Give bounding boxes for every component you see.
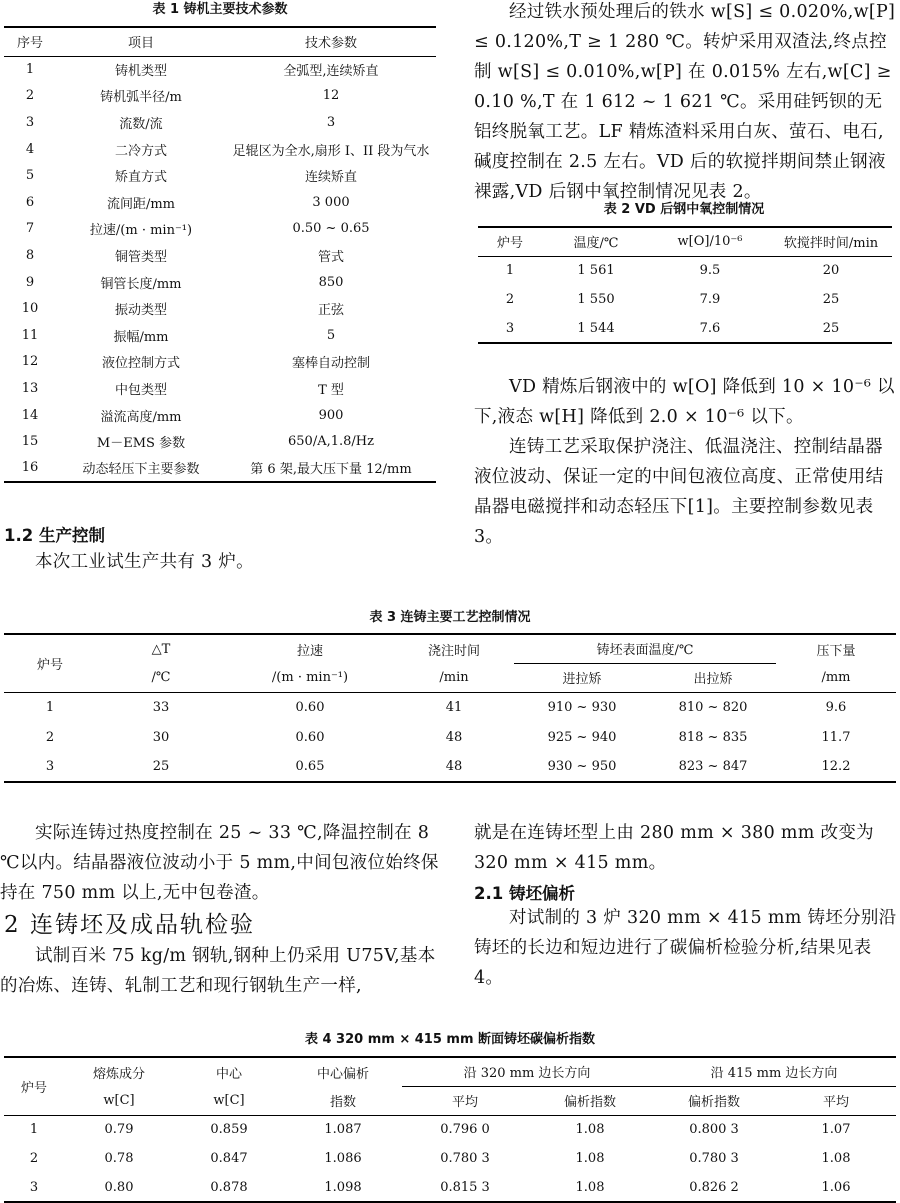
table1-cell: 铸机类型 xyxy=(114,64,167,80)
table3-cell: 2 xyxy=(45,729,55,745)
table1-cell: T 型 xyxy=(318,382,344,398)
table1-cell: 4 xyxy=(25,141,35,157)
table4-header: 中心 xyxy=(215,1066,242,1082)
table3 xyxy=(4,633,896,783)
section-heading-1-2: 1.2 生产控制 xyxy=(4,526,105,545)
table3-subheader: /mm xyxy=(821,669,851,685)
table2-cell: 9.5 xyxy=(699,263,721,279)
body-paragraph-2-1 xyxy=(474,903,898,993)
table1-cell: 铜管类型 xyxy=(114,249,167,265)
table2-cell: 2 xyxy=(505,292,515,307)
table1-cell: 矫直方式 xyxy=(114,170,167,186)
body-paragraph-right-top xyxy=(474,0,898,207)
table1-cell: 15 xyxy=(21,434,39,450)
table1-cell: 流数/流 xyxy=(119,116,163,132)
table1-cell: 管式 xyxy=(317,249,344,265)
table1-row xyxy=(4,402,436,429)
table4-cell: 1.086 xyxy=(324,1151,362,1166)
table1-cell: 中包类型 xyxy=(114,382,167,398)
paragraph-text: 实际连铸过热度控制在 25 ~ 33 ℃,降温控制在 8 ℃以内。结晶器液位波动小于 5 mm,中间包液位始终保持在 750 mm 以上,无中包卷渣。 xyxy=(0,823,439,903)
table3-cell: 0.60 xyxy=(295,699,325,715)
table3-header: △T xyxy=(151,641,171,657)
table1-cell: 5 xyxy=(326,327,336,343)
table2-cell: 7.6 xyxy=(699,320,721,336)
table2-row xyxy=(478,314,892,343)
table4-cell: 1.08 xyxy=(575,1151,605,1166)
table4-cell: 1.06 xyxy=(821,1179,851,1195)
table1-row xyxy=(4,269,436,296)
table1-row xyxy=(4,162,436,189)
section-heading-2: 2 连铸坯及成品轨检验 xyxy=(4,912,255,938)
table1-cell: 10 xyxy=(21,301,39,317)
table4-cell: 0.780 3 xyxy=(689,1151,739,1166)
table2-cell: 25 xyxy=(822,320,840,336)
table1-cell: 1 xyxy=(25,62,35,78)
table1-cell: 铜管长度/mm xyxy=(100,276,182,292)
table2-row xyxy=(478,256,892,285)
table2 xyxy=(478,226,892,344)
table2-cell: 1 xyxy=(505,263,515,279)
table1-cell: 900 xyxy=(318,407,344,423)
table1-cell: 动态轻压下主要参数 xyxy=(82,462,200,478)
table4-cell: 0.815 3 xyxy=(440,1179,490,1195)
table4-header: 中心偏析 xyxy=(316,1066,369,1082)
table4-row xyxy=(4,1144,896,1173)
table3-subheader: /℃ xyxy=(151,669,171,685)
table4-subheader: 偏析指数 xyxy=(563,1095,616,1110)
table4-cell: 1.098 xyxy=(324,1179,362,1195)
table1-cell: 流间距/mm xyxy=(106,196,176,212)
table3-cell: 810 ~ 820 xyxy=(678,699,748,715)
table3-cell: 25 xyxy=(152,759,170,774)
table1-cell: 连续矫直 xyxy=(304,170,357,186)
paragraph-text: 试制百米 75 kg/m 钢轨,钢种上仍采用 U75V,基本的冶炼、连铸、轧制工艺和现行钢轨生产一样, xyxy=(0,946,436,996)
table1-header: 序号 xyxy=(16,36,43,52)
table1-cell: 全弧型,连续矫直 xyxy=(283,64,379,80)
table1-cell: 14 xyxy=(21,407,39,423)
table1-cell: 3 000 xyxy=(312,194,350,210)
table1-caption: 表 1 铸机主要技术参数 xyxy=(152,2,288,17)
table2-cell: 7.9 xyxy=(699,292,721,307)
table3-cell: 12.2 xyxy=(821,759,851,774)
table4-header: 熔炼成分 xyxy=(92,1066,145,1082)
table1-cell: 3 xyxy=(326,114,336,130)
table3-header-group: 铸坯表面温度/℃ xyxy=(514,634,776,663)
table3-cell: 33 xyxy=(152,699,170,715)
paragraph-text: 连铸工艺采取保护浇注、低温浇注、控制结晶器液位波动、保证一定的中间包液位高度、正常使用结晶器电磁搅拌和动态轻压下[1]。主要控制参数见表 3。 xyxy=(474,437,884,547)
table3-cell: 1 xyxy=(45,699,55,715)
table4-cell: 0.78 xyxy=(104,1151,134,1166)
table3-cell: 48 xyxy=(445,759,463,774)
table1-row xyxy=(4,322,436,349)
table3-row xyxy=(4,722,896,752)
paragraph-text: 经过铁水预处理后的铁水 w[S] ≤ 0.020%,w[P] ≤ 0.120%,T ≥ 1 280 ℃。转炉采用双渣法,终点控制 w[S] ≤ 0.010%,w[P] 在 0.015% 左右,w[C] ≥ 0.10 %,T 在 1 612 ~ 1 621 ℃。采用硅钙钡的无铝终脱氧工艺。LF 精炼渣料采用白灰、萤石、电石,碱度控制在 2.5 左右。VD 后的软搅拌期间禁止钢液裸露,VD 后钢中氧控制情况见表 2。 xyxy=(474,2,896,202)
table3-cell: 48 xyxy=(445,729,463,745)
table2-cell: 1 550 xyxy=(577,292,615,307)
section-heading-2-1: 2.1 铸坯偏析 xyxy=(474,884,575,903)
table4-caption: 表 4 320 mm × 415 mm 断面铸坯碳偏析指数 xyxy=(304,1032,596,1047)
table4-cell: 0.80 xyxy=(104,1179,134,1195)
table1-row xyxy=(4,216,436,243)
table1-row xyxy=(4,136,436,163)
table3-header: 浇注时间 xyxy=(427,643,480,659)
table3-cell: 3 xyxy=(45,759,55,774)
table1-cell: 2 xyxy=(25,88,35,104)
table1-row xyxy=(4,295,436,322)
table1-cell: 液位控制方式 xyxy=(101,356,180,372)
table1-cell: 第 6 架,最大压下量 12/mm xyxy=(250,462,412,478)
paragraph-text: 对试制的 3 炉 320 mm × 415 mm 铸坯分别沿铸坯的长边和短边进行了碳偏析检验分析,结果见表 4。 xyxy=(474,908,897,988)
table4-header-group: 沿 415 mm 边长方向 xyxy=(652,1057,896,1086)
table4-cell: 0.878 xyxy=(210,1179,248,1195)
table4-cell: 0.79 xyxy=(104,1122,134,1138)
table3-cell: 0.65 xyxy=(295,759,325,774)
table4 xyxy=(4,1056,896,1203)
table3-header: 炉号 xyxy=(36,657,63,673)
table4-subheader: 偏析指数 xyxy=(687,1095,740,1110)
table1-cell: 二冷方式 xyxy=(114,143,167,159)
table3-cell: 823 ~ 847 xyxy=(678,759,748,774)
table1-cell: 9 xyxy=(25,274,35,290)
table4-row xyxy=(4,1173,896,1202)
table4-row xyxy=(4,1115,896,1144)
table4-cell: 3 xyxy=(29,1179,39,1195)
table4-cell: 0.800 3 xyxy=(689,1122,739,1138)
table1-row xyxy=(4,109,436,136)
table3-cell: 818 ~ 835 xyxy=(678,729,748,745)
table1-cell: 6 xyxy=(25,194,35,210)
table2-cell: 20 xyxy=(822,263,840,279)
table1 xyxy=(4,26,436,483)
table1-cell: 0.50 ~ 0.65 xyxy=(292,221,370,237)
paragraph-text: VD 精炼后钢液中的 w[O] 降低到 10 × 10⁻⁶ 以下,液态 w[H] 降低到 2.0 × 10⁻⁶ 以下。 xyxy=(474,377,895,427)
table4-cell: 1.08 xyxy=(575,1179,605,1195)
table4-cell: 0.780 3 xyxy=(440,1151,490,1166)
table4-subheader: w[C] xyxy=(103,1092,135,1108)
table1-header: 技术参数 xyxy=(304,36,357,52)
table4-subheader: 平均 xyxy=(451,1095,478,1110)
table3-caption: 表 3 连铸主要工艺控制情况 xyxy=(369,610,531,625)
paragraph-text: 本次工业试生产共有 3 炉。 xyxy=(35,552,254,572)
paragraph-text: 就是在连铸坯型上由 280 mm × 380 mm 改变为 320 mm × 415 mm。 xyxy=(474,823,874,873)
table1-cell: 11 xyxy=(21,327,39,343)
table1-cell: 850 xyxy=(318,274,344,290)
body-paragraph-1-2 xyxy=(0,547,440,577)
table1-cell: 振动类型 xyxy=(114,303,167,319)
table1-row xyxy=(4,375,436,402)
table4-cell: 2 xyxy=(29,1151,39,1166)
table1-cell: 振幅/mm xyxy=(113,329,169,345)
table3-cell: 41 xyxy=(445,699,463,715)
table3-header: 压下量 xyxy=(816,643,856,659)
table3-cell: 925 ~ 940 xyxy=(547,729,617,745)
table4-cell: 1.07 xyxy=(821,1122,851,1138)
table3-cell: 910 ~ 930 xyxy=(547,699,617,715)
table3-subheader: 出拉矫 xyxy=(693,672,733,687)
table3-cell: 11.7 xyxy=(821,729,851,745)
table2-cell: 1 561 xyxy=(577,263,615,279)
table4-cell: 0.859 xyxy=(210,1122,248,1138)
table1-cell: 5 xyxy=(25,168,35,184)
table2-header: 炉号 xyxy=(496,236,523,252)
table4-subheader: 指数 xyxy=(329,1094,356,1110)
table4-cell: 1.087 xyxy=(324,1122,362,1138)
table2-header: w[O]/10⁻⁶ xyxy=(677,234,743,250)
table1-header: 项目 xyxy=(127,36,154,52)
body-paragraph-right-bottom xyxy=(474,818,898,878)
table1-row xyxy=(4,428,436,455)
table1-cell: 16 xyxy=(21,460,39,476)
table2-cell: 3 xyxy=(505,320,515,336)
table4-cell: 0.826 2 xyxy=(689,1179,739,1195)
body-paragraph-section-2 xyxy=(0,941,440,1001)
table2-row xyxy=(478,285,892,314)
table1-row xyxy=(4,56,436,83)
table1-cell: 塞棒自动控制 xyxy=(291,356,370,372)
table4-header: 炉号 xyxy=(20,1080,47,1096)
table2-cell: 25 xyxy=(822,292,840,307)
table1-row xyxy=(4,455,436,482)
table3-row xyxy=(4,752,896,782)
body-paragraph-left-bottom xyxy=(0,818,440,908)
table3-cell: 9.6 xyxy=(825,699,847,715)
body-paragraph-right-middle xyxy=(474,372,898,552)
table1-cell: 拉速/(m · min⁻¹) xyxy=(89,223,193,239)
table1-cell: 足辊区为全水,扇形 I、II 段为气水 xyxy=(232,143,430,159)
table3-row xyxy=(4,692,896,722)
table1-cell: 12 xyxy=(322,88,340,104)
table4-cell: 0.847 xyxy=(210,1151,248,1166)
table3-cell: 0.60 xyxy=(295,729,325,745)
table1-row xyxy=(4,242,436,269)
table1-cell: 8 xyxy=(25,247,35,263)
table4-header-group: 沿 320 mm 边长方向 xyxy=(402,1057,652,1086)
table4-cell: 0.796 0 xyxy=(440,1122,490,1138)
table3-subheader: /min xyxy=(439,669,469,685)
table4-subheader: w[C] xyxy=(213,1092,245,1108)
table3-cell: 930 ~ 950 xyxy=(547,759,617,774)
table3-subheader: 进拉矫 xyxy=(562,672,602,687)
table1-row xyxy=(4,349,436,376)
table2-cell: 1 544 xyxy=(577,320,615,336)
table1-cell: M－EMS 参数 xyxy=(96,436,186,452)
table1-cell: 正弦 xyxy=(317,303,344,319)
table3-cell: 30 xyxy=(152,729,170,745)
table2-caption: 表 2 VD 后钢中氧控制情况 xyxy=(603,202,765,217)
table2-header: 温度/℃ xyxy=(573,236,619,252)
table1-cell: 650/A,1.8/Hz xyxy=(288,434,374,450)
table1-cell: 溢流高度/mm xyxy=(100,409,182,425)
table4-cell: 1.08 xyxy=(575,1122,605,1138)
table2-header: 软搅拌时间/min xyxy=(783,236,879,252)
table1-row xyxy=(4,189,436,216)
table4-subheader: 平均 xyxy=(822,1095,849,1110)
table1-row xyxy=(4,83,436,110)
table3-subheader: /(m · min⁻¹) xyxy=(271,669,349,685)
table1-cell: 12 xyxy=(21,354,39,370)
table1-cell: 3 xyxy=(25,114,35,130)
table4-cell: 1.08 xyxy=(821,1151,851,1166)
table1-cell: 7 xyxy=(25,221,35,237)
table1-cell: 13 xyxy=(21,380,39,396)
table1-cell: 铸机弧半径/m xyxy=(100,90,182,106)
table3-header: 拉速 xyxy=(296,643,323,659)
table4-cell: 1 xyxy=(29,1122,39,1138)
